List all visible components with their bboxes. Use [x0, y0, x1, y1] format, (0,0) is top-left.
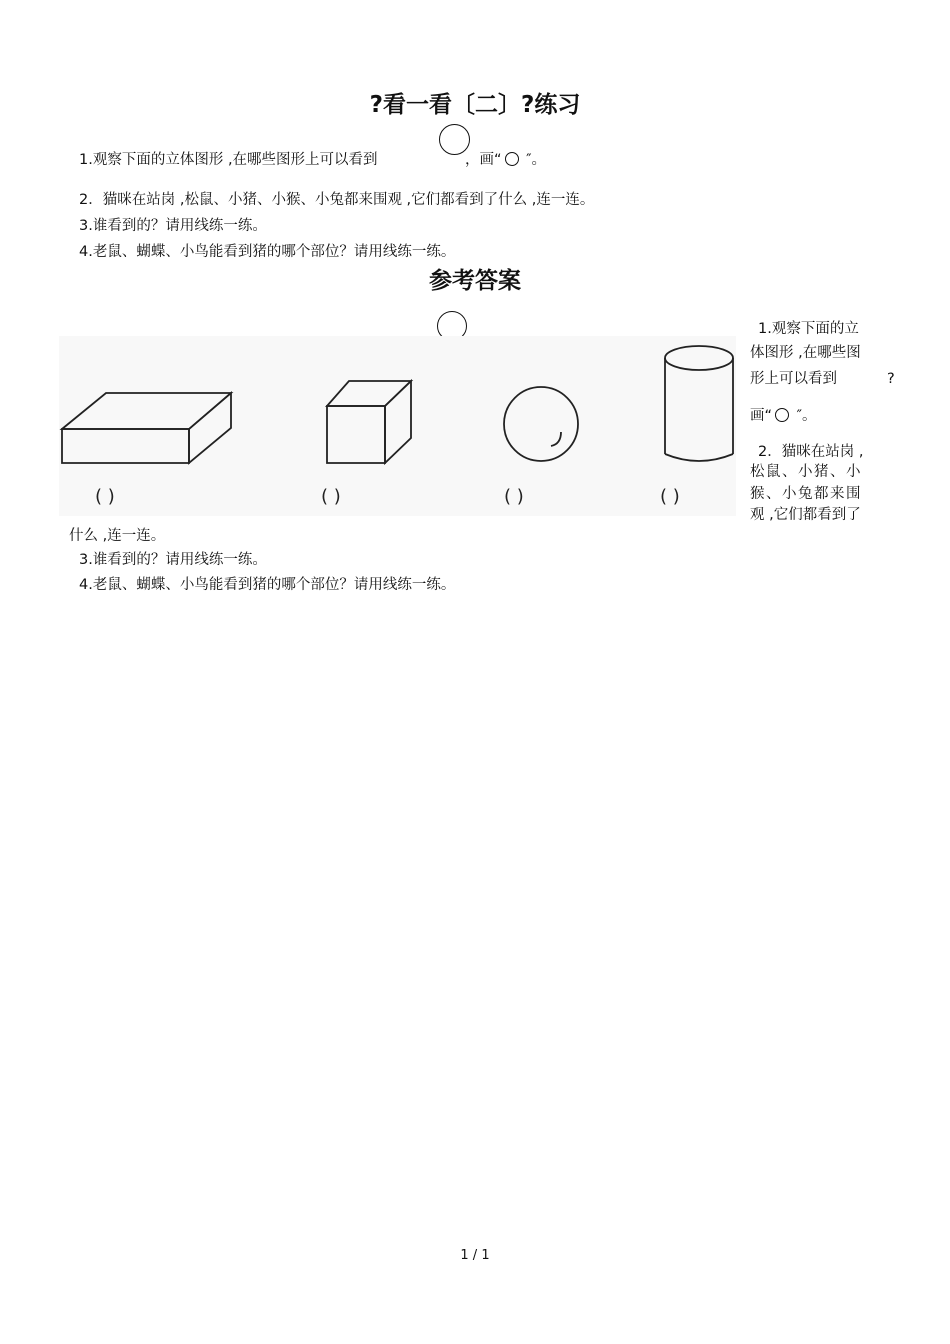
question-2: 2．猫咪在站岗 ,松鼠、小猪、小猴、小兔都来围观 ,它们都看到了什么 ,连一连。 [79, 192, 595, 208]
paren-sphere: ( ) [504, 486, 524, 507]
answer-continue: 什么 ,连一连。 [69, 528, 166, 544]
question-1 [79, 148, 378, 169]
paren-cylinder: ( ) [660, 486, 680, 507]
side-line-7: 猴、小兔都来围 [750, 486, 862, 502]
side-line-3a: 形上可以看到 [750, 371, 837, 387]
paren-cuboid: ( ) [95, 486, 115, 507]
question-1-tail [465, 148, 546, 169]
page-number: 1 / 1 [460, 1248, 490, 1263]
side-line-4a: 画“ [750, 408, 773, 424]
small-circle-icon [505, 152, 519, 166]
side-line-5: 2．猫咪在站岗 , [758, 444, 864, 460]
question-1-tail-prefix: ，画“ [465, 152, 502, 168]
sphere-icon [504, 387, 578, 461]
side-small-circle-icon [775, 408, 789, 422]
answer-question-3: 3.谁看到的？请用线练一练。 [79, 552, 267, 568]
cylinder-icon [665, 346, 733, 461]
side-line-3 [750, 369, 837, 390]
question-1-text: 1.观察下面的立体图形 ,在哪些图形上可以看到 [79, 152, 378, 168]
answer-question-4: 4.老鼠、蝴蝶、小鸟能看到猪的哪个部位？请用线练一练。 [79, 577, 456, 593]
side-line-8: 观 ,它们都看到了 [750, 507, 861, 523]
page-title: ?看一看〔二〕?练习 [369, 92, 581, 118]
side-line-2: 体图形 ,在哪些图 [750, 345, 861, 361]
paren-cube: ( ) [321, 486, 341, 507]
side-line-1: 1.观察下面的立 [758, 321, 859, 337]
solids-figure-svg [59, 336, 736, 516]
side-line-4 [750, 406, 817, 427]
solids-figure [59, 336, 736, 516]
side-line-3b: ? [887, 371, 895, 387]
side-line-6: 松鼠、小猪、小 [750, 464, 862, 480]
cube-icon [327, 381, 411, 463]
cuboid-icon [62, 393, 231, 463]
side-line-4b: ″。 [792, 408, 817, 424]
question-4: 4.老鼠、蝴蝶、小鸟能看到猪的哪个部位？请用线练一练。 [79, 244, 456, 260]
answer-title: 参考答案 [429, 268, 521, 294]
question-3: 3.谁看到的？请用线练一练。 [79, 218, 267, 234]
question-1-tail-suffix: ″。 [521, 152, 547, 168]
